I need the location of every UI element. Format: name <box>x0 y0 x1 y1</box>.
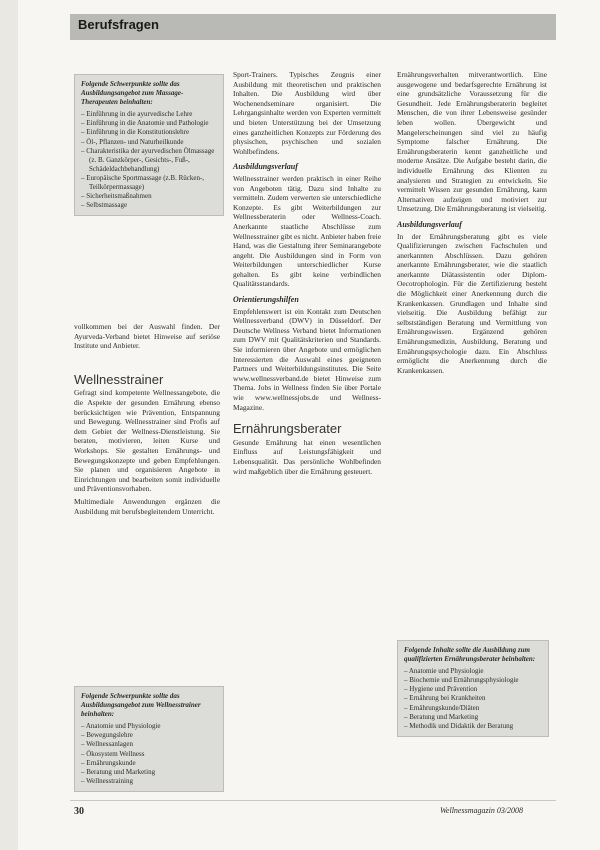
list-item: – Methodik und Didaktik der Beratung <box>404 722 542 731</box>
paragraph: Gefragt sind kompetente Wellnessangebote, die die Aspekte der gesunden Ernährung ebenso berücksichtigen wie Prävention, Entspannung und Bewegung. Wellnesstrainer sind Profis auf dem Gebiet der Wellness-Dienstleistung. Sie beraten, motivieren, leiten Kurse und Workshops. Sie gestalten Ernährungs- und Bewegungskonzepte und geben Empfehlungen. Sie planen und organisieren Angebote in Einrichtungen und bearbeiten somit individuelle und Präventionsvorhaben. <box>74 388 220 494</box>
list-item: – Einführung in die ayurvedische Lehre <box>81 110 217 119</box>
paragraph: Multimediale Anwendungen ergänzen die Ausbildung mit berufsbegleitendem Unterricht. <box>74 496 220 516</box>
wellness-topics-box <box>74 686 224 792</box>
box-lead: Folgende Schwerpunkte sollte das Ausbildungsangebot zum Massage-Therapeuten beinhalten: <box>81 80 184 107</box>
paragraph: In der Ernährungsberatung gibt es viele Qualifizierungen zwischen Fachschulen und anerkannten Abschlüssen. Dazu gehören anerkannte Ernährungsberater, wie die staatlich anerkannte Diätassistentin oder Diplom-Oecotrophologin. Für die Zertifizierung besteht die Möglichkeit einer Anerkennung durch die Krankenkassen. Grundlagen und Inhalte sind vielseitig. Die Ausbildung befähigt zur selbstständigen Beratung und Vermittlung von Ernährungswissen. Ergänzend gehören Ernährungsmedizin, Ausbildung, Beratung und Ernährungspsychologie dazu. Ein Abschluss ermöglicht die Anerkennung durch die Krankenkassen. <box>397 231 547 375</box>
box-lead: Folgende Schwerpunkte sollte das Ausbildungsangebot zum Wellnesstrainer beinhalten: <box>81 692 201 719</box>
wellness-heading: Wellnesstrainer <box>74 371 164 387</box>
list-item: – Wellnessanlagen <box>81 740 217 749</box>
list-item: – Selbstmassage <box>81 201 217 210</box>
box-lead: Folgende Inhalte sollte die Ausbildung zum qualifizierten Ernährungsberater beinhalten: <box>404 646 536 664</box>
list-item: – Wellnesstraining <box>81 777 217 786</box>
list-item: – Anatomie und Physiologie <box>81 722 217 731</box>
list-item: – Europäische Sportmassage (z.B. Rücken-, Teilkörpermassage) <box>81 174 217 192</box>
subheading: Orientierungshilfen <box>233 295 299 305</box>
paragraph: Wellnesstrainer werden praktisch in einer Reihe von Angeboten tätig. Dazu sind Inhalte zu vermitteln. Zudem verwerten sie unterschiedliche Konzepte. Es gibt Weiterbildungen zur Wellnessberaterin oder Wellness-Coach. Anerkannte staatliche Abschlüsse zum Wellnesstrainer gibt es nicht. Anbieter haben freie Hand, was die Gestaltung ihrer Seminarangebote angeht. Die Ausbildungen sind in Form von Weiterbildungen unterschiedlicher Kurse gehalten. Es gibt keine verbindlichen Qualitätsstandards. <box>233 173 381 289</box>
list-item: – Ernährung bei Krankheiten <box>404 694 542 703</box>
list-item: – Bewegungslehre <box>81 731 217 740</box>
footer-source: Wellnessmagazin 03/2008 <box>440 806 524 815</box>
list-item: – Anatomie und Physiologie <box>404 667 542 676</box>
section-title: Berufsfragen <box>78 17 159 32</box>
subheading: Ausbildungsverlauf <box>233 162 298 172</box>
footer-rule <box>70 800 556 801</box>
list-item: – Ernährungskunde <box>81 759 217 768</box>
massage-topics-box <box>74 74 224 216</box>
paragraph: Empfehlenswert ist ein Kontakt zum Deutschen Wellnessverband (DWV) in Düsseldorf. Der Deutsche Wellness Verband bietet Informationen zum DWV mit Qualitätskriterien und Standards. Sie informieren über Angebote und ermöglichen Interessierten die Auswahl eines geeigneten Partners und Weiterbildungsinstitutes. Die Seite www.wellnessverband.de bietet Hinweise zum Thema. Jobs in Wellness finden Sie über Portale wie www.wellnessjobs.de und Wellness-Magazine. <box>233 306 381 412</box>
list-item: – Biochemie und Ernährungsphysiologie <box>404 676 542 685</box>
list-item: – Beratung und Marketing <box>404 713 542 722</box>
list-item: – Öl-, Pflanzen- und Naturheilkunde <box>81 138 217 147</box>
list-item: – Ökosystem Wellness <box>81 750 217 759</box>
column-1-text <box>74 322 220 519</box>
list-item: – Einführung in die Konstitutionslehre <box>81 128 217 137</box>
topic-list <box>404 667 542 731</box>
page-fold-shadow <box>0 0 18 850</box>
nutrition-heading: Ernährungsberater <box>233 421 342 437</box>
column-2-text <box>233 70 381 479</box>
paragraph: Sport-Trainers. Typisches Zeugnis einer Ausbildung mit theoretischen und praktischen Inhalten. Die Ausbildung wird über Wochenendseminare organisiert. Die Lehrgangsinhalte werden von Experten vermittelt und bieten Unterstützung bei der Umsetzung eines ganzheitlichen Konzepts zur Förderung des physischen, psychischen und sozialen Wohlbefindens. <box>233 70 381 156</box>
paragraph: vollkommen bei der Auswahl finden. Der Ayurveda-Verband bietet Hinweise auf seriöse Institute und Anbieter. <box>74 322 220 351</box>
list-item: – Hygiene und Prävention <box>404 685 542 694</box>
column-3-text <box>397 70 547 378</box>
list-item: – Charakteristika der ayurvedischen Ölmassage (z. B. Ganzkörper-, Gesichts-, Fuß-, Schädeldachbehandlung) <box>81 147 217 174</box>
nutrition-topics-box <box>397 640 549 737</box>
paragraph: Gesunde Ernährung hat einen wesentlichen Einfluss auf Leistungsfähigkeit und Lebensqualität. Das persönliche Wohlbefinden wird maßgeblich über die Ernährung gesteuert. <box>233 437 381 476</box>
list-item: – Ernährungskunde/Diäten <box>404 704 542 713</box>
list-item: – Einführung in die Anatomie und Pathologie <box>81 119 217 128</box>
paragraph: Ernährungsverhalten mitverantwortlich. Eine ausgewogene und bedarfsgerechte Ernährung ist eine grundsätzliche Voraussetzung für die Gesundheit. Jede Ernährungsberaterin begleitet Menschen, die von ihrer Lebensweise gesünder leben wollen. Übergewicht und Mangelerscheinungen sind viel zu häufig Symptome falscher Ernährung. Die Ernährungsberaterin kennt ganzheitliche und moderne Ansätze. Die Aufgabe besteht darin, die individuelle Ernährung des Klienten zu analysieren und Strategien zu entwickeln. Sie vermittelt Wissen zur gesunden Ernährung, kann Alternativen aufzeigen und motiviert zur Umsetzung. Die Ernährungsberatung ist vielseitig. <box>397 70 547 214</box>
topic-list <box>81 722 217 786</box>
subheading: Ausbildungsverlauf <box>397 219 462 229</box>
list-item: – Sicherheitsmaßnahmen <box>81 192 217 201</box>
topic-list <box>81 110 217 210</box>
page-number: 30 <box>74 806 84 817</box>
list-item: – Beratung und Marketing <box>81 768 217 777</box>
